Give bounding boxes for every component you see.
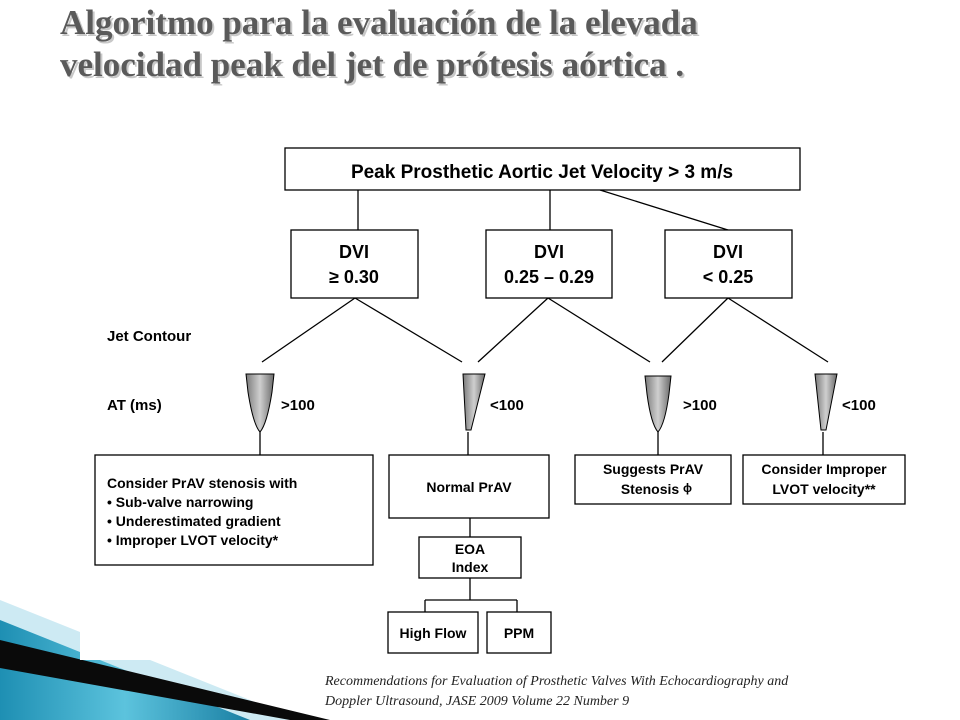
prav-stenosis-item: • Underestimated gradient [107, 513, 281, 529]
dvi-box-high [291, 230, 418, 298]
dvi-box-mid [486, 230, 612, 298]
suggests-stenosis-line-2: Stenosis [620, 481, 680, 497]
improper-lvot-box [743, 455, 905, 504]
jet-contour-label: Jet Contour [107, 328, 192, 345]
top-criterion-box [285, 148, 800, 190]
ppm-box [487, 612, 551, 653]
top-criterion-text: Peak Prosthetic Aortic Jet Velocity > 3 m/s [350, 162, 734, 183]
citation-line-2: Doppler Ultrasound, JASE 2009 Volume 22 Number 9 [325, 694, 630, 709]
slide-title-line-2: velocidad peak del jet de prótesis aórtica . [60, 45, 685, 84]
eoa-index-line-2: Index [451, 559, 489, 575]
prav-stenosis-title: Consider PrAV stenosis with [107, 475, 298, 491]
at-value-2: <100 [490, 397, 524, 414]
at-value-1: >100 [281, 397, 315, 414]
dvi-mid-range: 0.25 – 0.29 [503, 267, 595, 287]
normal-prav-box [389, 455, 549, 518]
dvi-low-label: DVI [712, 242, 744, 262]
improper-lvot-line-2: LVOT velocity** [772, 481, 876, 497]
dvi-box-low [665, 230, 792, 298]
dvi-high-label: DVI [338, 242, 370, 262]
eoa-index-box [419, 537, 521, 578]
at-label: AT (ms) [107, 397, 162, 414]
improper-lvot-line-1: Consider Improper [761, 461, 887, 477]
prav-stenosis-item: • Improper LVOT velocity* [107, 532, 279, 548]
suggests-stenosis-line-1: Suggests PrAV [602, 461, 704, 477]
slide-title-line-1: Algoritmo para la evaluación de la elevada [60, 3, 698, 42]
prav-stenosis-box [95, 455, 373, 565]
at-value-3: >100 [683, 397, 717, 414]
normal-prav-text: Normal PrAV [426, 479, 512, 495]
dvi-mid-label: DVI [533, 242, 565, 262]
ppm-text: PPM [503, 625, 535, 641]
citation [325, 672, 960, 712]
suggests-stenosis-footnote-mark: ϕ [683, 481, 692, 495]
flowchart-panel [80, 130, 930, 660]
dvi-low-range: < 0.25 [702, 267, 754, 287]
high-flow-text: High Flow [399, 625, 467, 641]
suggests-stenosis-box [575, 455, 731, 504]
high-flow-box [388, 612, 478, 653]
eoa-index-line-1: EOA [454, 541, 486, 557]
prav-stenosis-item: • Sub-valve narrowing [107, 494, 254, 510]
at-value-4: <100 [842, 397, 876, 414]
dvi-high-range: ≥ 0.30 [329, 267, 379, 287]
citation-line-1: Recommendations for Evaluation of Prosthetic Valves With Echocardiography and [325, 674, 789, 689]
